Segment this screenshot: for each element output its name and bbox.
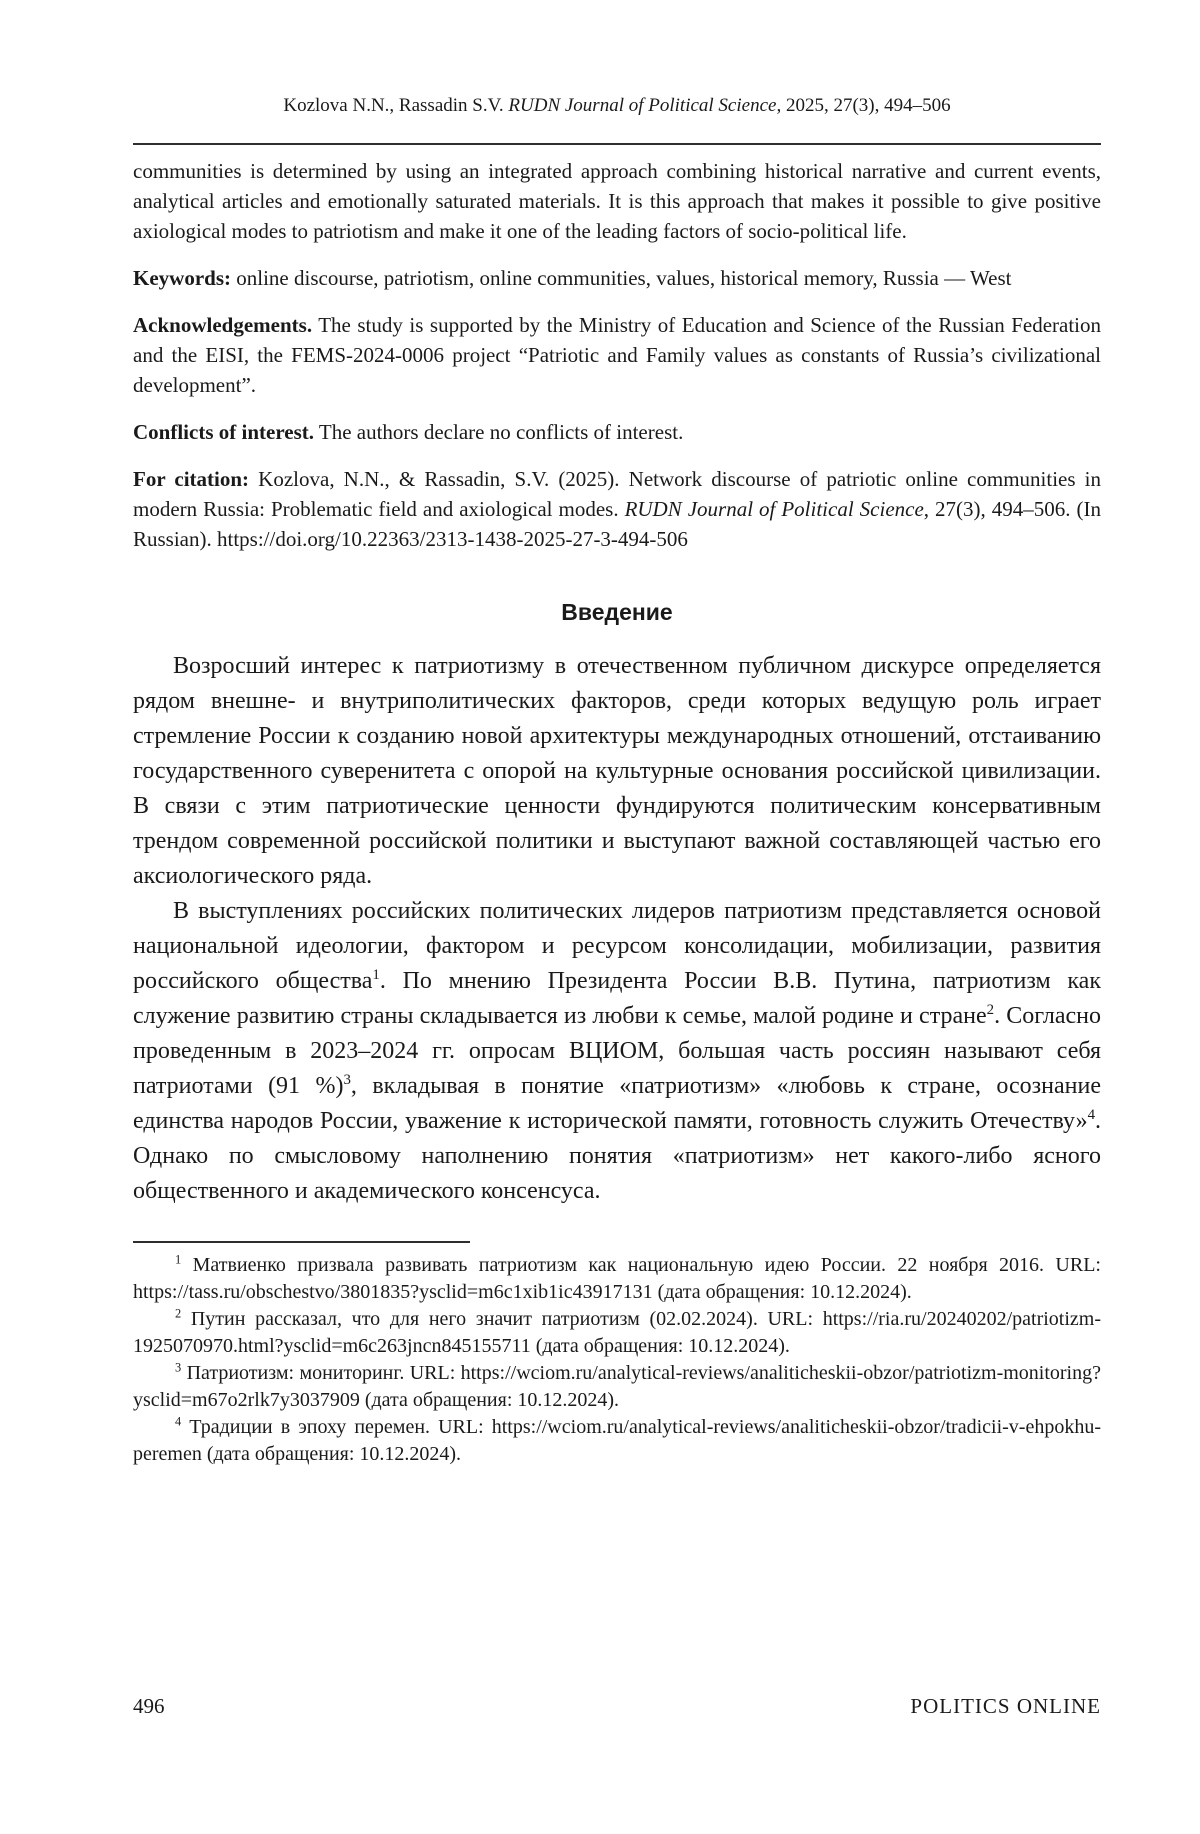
running-head-authors: Kozlova N.N., Rassadin S.V. <box>283 95 509 116</box>
conflicts-label: Conflicts of interest. <box>133 420 314 444</box>
footnote-3: $^3$ Патриотизм: мониторинг. URL: https://wciom.ru/analytical-reviews/analiticheskii-obzor/patriotizm-monitoring?ysclid=m67o2rlk7y3037909 (дата обращения: 10.12.2024). <box>133 1360 1101 1411</box>
conflicts-paragraph <box>133 417 1101 447</box>
for-citation-text: Kozlova, N.N., & Rassadin, S.V. (2025). Network discourse of patriotic online communities in modern Russia: Problematic field and axiological modes. RUDN Journal of Political Science, 27(3), 494–506. (In Russian). https://doi.org/10.22363/2313-1438-2025-27-3-494-506 <box>133 467 1101 551</box>
running-head-journal: RUDN Journal of Political Science, <box>508 95 782 116</box>
intro-paragraph-1: Возросший интерес к патриотизму в отечественном публичном дискурсе определяется рядом внешне- и внутриполитических факторов, среди которых ведущую роль играет стремление России к созданию новой архитектуры международных отношений, отстаиванию государственного суверенитета с опорой на культурные основания российской цивилизации. В связи с этим патриотические ценности фундируются политическим консервативным трендом современной российской политики и выступают важной составляющей частью его аксиологического ряда. <box>133 653 1101 889</box>
keywords-text: online discourse, patriotism, online communities, values, historical memory, Russia — West <box>236 266 1012 290</box>
running-head-issue: 2025, 27(3), 494–506 <box>781 95 951 116</box>
intro-paragraph-2: В выступлениях российских политических лидеров патриотизм представляется основой национальной идеологии, фактором и ресурсом консолидации, мобилизации, развития российского общества$^1$. По мнению Президента России В.В. Путина, патриотизм как служение развитию страны складывается из любви к семье, малой родине и стране$^2$. Согласно проведенным в 2023–2024 гг. опросам ВЦИОМ, большая часть россиян называют себя патриотами (91 %)$^3$, вкладывая в понятие «патриотизм» «любовь к стране, осознание единства народов России, уважение к исторической памяти, готовность служить Отечеству»$^4$. Однако по смысловому наполнению понятия «патриотизм» нет какого-либо ясного общественного и академического консенсуса. <box>133 898 1101 1204</box>
page-content <box>133 0 1101 1468</box>
page-footer <box>133 1694 1101 1718</box>
section-heading-introduction: Введение <box>561 599 673 625</box>
keywords-paragraph <box>133 263 1101 293</box>
acknowledgements-label: Acknowledgements. <box>133 313 313 337</box>
acknowledgements-paragraph <box>133 310 1101 400</box>
for-citation-label: For citation: <box>133 467 250 491</box>
footnote-separator <box>133 1241 470 1243</box>
front-matter <box>133 156 1101 554</box>
footnotes <box>133 1252 1101 1468</box>
abstract-continuation: communities is determined by using an integrated approach combining historical narrative and current events, analytical articles and emotionally saturated materials. It is this approach that makes it possible to give positive axiological modes to patriotism and make it one of the leading factors of socio-political life. <box>133 159 1101 243</box>
header-rule <box>133 143 1101 145</box>
running-footer-section: POLITICS ONLINE <box>910 1694 1101 1718</box>
running-head <box>133 0 1101 117</box>
conflicts-text: The authors declare no conflicts of interest. <box>318 420 684 444</box>
for-citation-paragraph <box>133 464 1101 554</box>
keywords-label: Keywords: <box>133 266 231 290</box>
acknowledgements-text: The study is supported by the Ministry of Education and Science of the Russian Federation and the EISI, the FEMS-2024-0006 project “Patriotic and Family values as constants of Russia’s civilizational development”. <box>133 313 1102 397</box>
footnote-4: $^4$ Традиции в эпоху перемен. URL: https://wciom.ru/analytical-reviews/analiticheskii-obzor/tradicii-v-ehpokhu-peremen (дата обращения: 10.12.2024). <box>133 1414 1101 1465</box>
footnote-1: $^1$ Матвиенко призвала развивать патриотизм как национальную идею России. 22 ноября 2016. URL: https://tass.ru/obschestvo/3801835?ysclid=m6c1xib1ic43917131 (дата обращения: 10.12.2024). <box>133 1252 1101 1303</box>
footnote-2: $^2$ Путин рассказал, что для него значит патриотизм (02.02.2024). URL: https://ria.ru/20240202/patriotizm-1925070970.html?ysclid=m6c263jncn845155711 (дата обращения: 10.12.2024). <box>133 1306 1101 1357</box>
page-number: 496 <box>133 1694 165 1718</box>
